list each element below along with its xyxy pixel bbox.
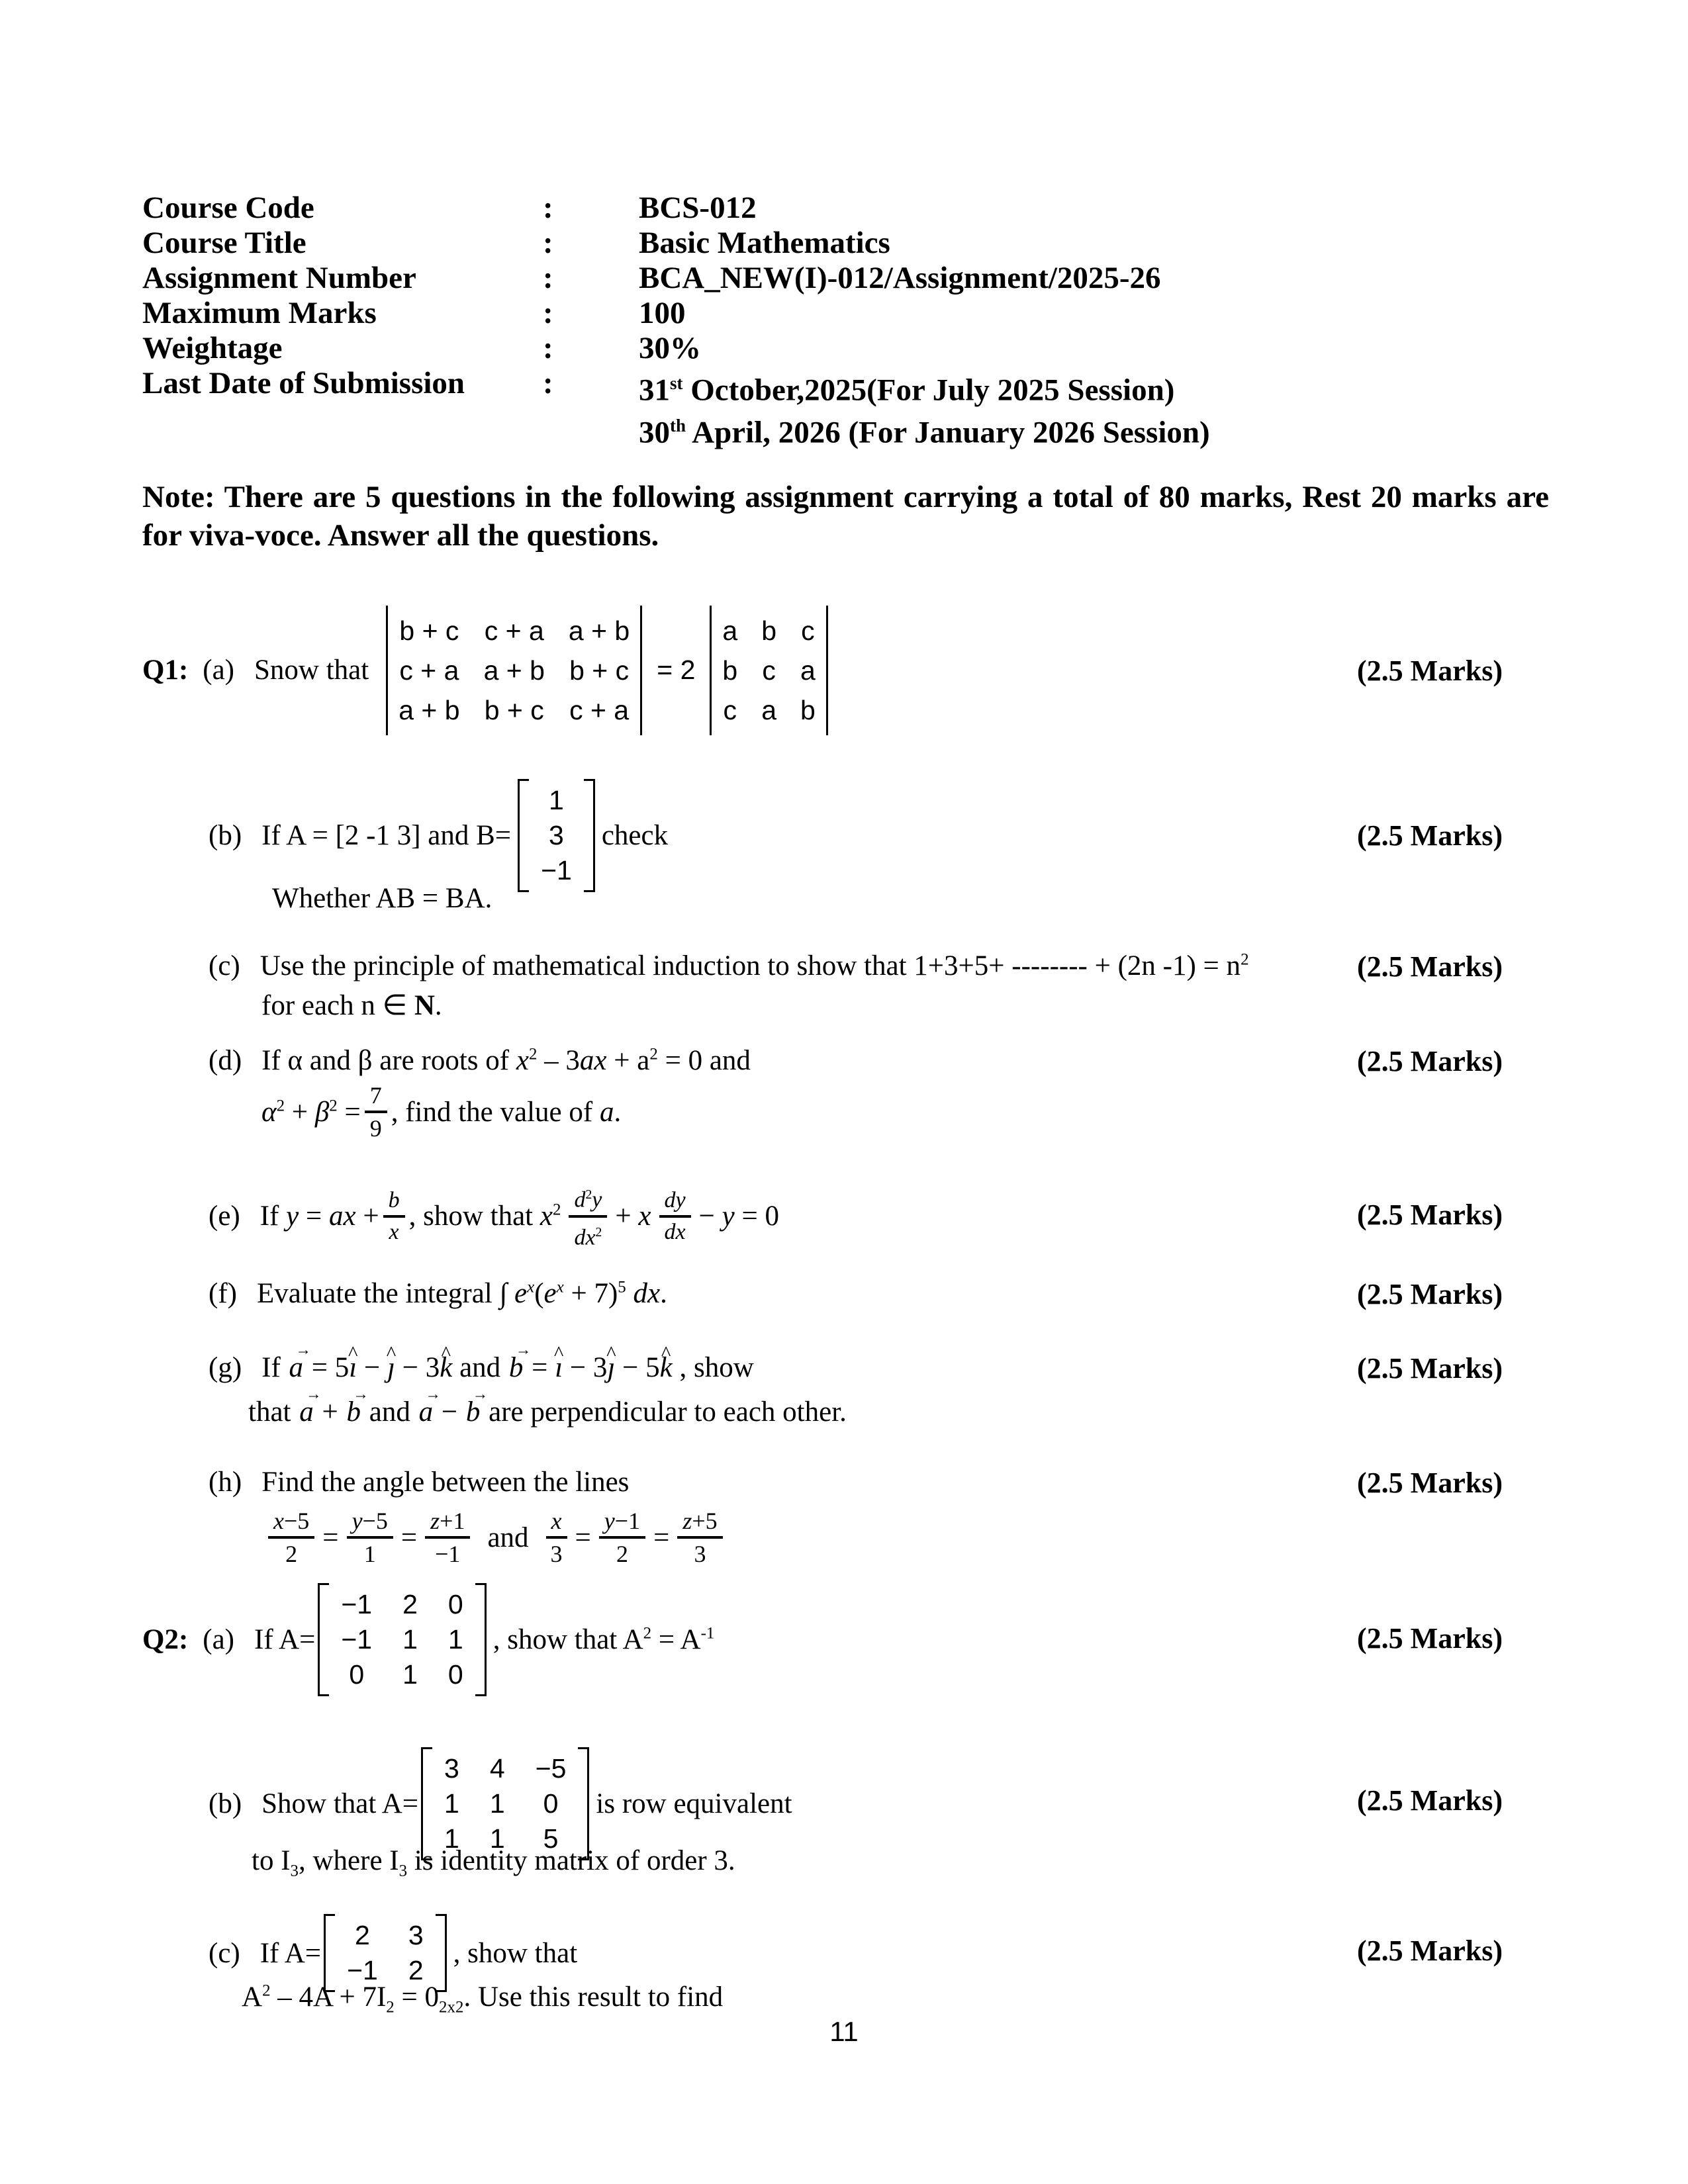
marks-q1h: (2.5 Marks) <box>1357 1467 1503 1499</box>
colon-separator: : <box>543 191 553 225</box>
part-b-label: (b) <box>209 820 242 851</box>
header-block <box>142 191 1210 450</box>
equals-sign: = <box>322 1522 339 1553</box>
question-q2a <box>142 1585 1503 1694</box>
fraction-7-9 <box>365 1082 387 1142</box>
question-q1a <box>142 599 1503 741</box>
det-cell: a + b <box>568 615 630 646</box>
weightage-label: Weightage <box>142 331 283 365</box>
q1c-line1: Use the principle of mathematical induction to show that 1+3+5+ -------- + (2n $-1) = n^2$ <box>259 950 1249 981</box>
part-h-label: (h) <box>209 1467 242 1498</box>
q1e-text-2: , show that $x^2$ <box>408 1201 561 1232</box>
det-cell: c + a <box>484 615 544 646</box>
marks-q1e: (2.5 Marks) <box>1357 1199 1503 1231</box>
fraction-denominator: dx <box>664 1219 686 1244</box>
fraction-numerator: $d^2y$ <box>569 1182 607 1217</box>
q1d-line2-post: , find the value of a. <box>391 1096 622 1128</box>
course-code-label: Course Code <box>142 191 314 225</box>
determinant-lhs <box>386 606 642 735</box>
q1b-line2: Whether AB = BA. <box>272 883 492 914</box>
q1b-pre-text: If A = [2 -1 3] and B= <box>261 820 512 851</box>
q1h-line2 <box>260 1508 1503 1567</box>
det-cell: c <box>801 615 815 646</box>
fraction-d2y-dx2 <box>569 1182 607 1250</box>
q2a-post-text: , show that $A^2 = A^{-1}$ <box>492 1624 715 1655</box>
matrix-cell: 1 <box>489 1823 505 1854</box>
fraction-denominator: 2 <box>616 1541 628 1567</box>
marks-q1f: (2.5 Marks) <box>1357 1278 1503 1310</box>
course-title-value: Basic Mathematics <box>639 226 890 260</box>
equals-sign: = <box>575 1522 591 1553</box>
marks-q1d: (2.5 Marks) <box>1357 1045 1503 1077</box>
fraction-denominator: x <box>389 1219 399 1244</box>
colon-separator: : <box>543 366 553 400</box>
marks-q1g: (2.5 Marks) <box>1357 1352 1503 1385</box>
last-date-label: Last Date of Submission <box>142 366 465 400</box>
det-cell: b <box>761 615 777 646</box>
matrix-a-3x3 <box>318 1583 486 1696</box>
det-cell: c <box>723 694 737 725</box>
matrix-cell: 0 <box>543 1788 559 1819</box>
question-q1e <box>209 1178 1503 1254</box>
last-date-july-session: 31st October,2025(For July 2025 Session) <box>639 373 1175 408</box>
det-cell: b + c <box>569 655 630 686</box>
marks-q1b: (2.5 Marks) <box>1357 819 1503 852</box>
maximum-marks-label: Maximum Marks <box>142 296 377 330</box>
matrix-cell: 2 <box>408 1955 424 1985</box>
fraction-y1-2 <box>599 1508 645 1567</box>
last-date-value <box>639 366 1210 450</box>
header-row-course-title <box>142 226 1210 261</box>
equals-sign: = <box>400 1522 418 1553</box>
q2c-pre-text: If A= <box>259 1937 322 1969</box>
q1e-text-4: − y = 0 <box>698 1201 779 1232</box>
matrix-cell: 0 <box>349 1659 365 1690</box>
det-cell: b <box>800 694 816 725</box>
assignment-number-label: Assignment Number <box>142 261 416 295</box>
q1e-text-1: If y = ax + <box>259 1201 379 1232</box>
fraction-z5-3 <box>677 1508 722 1567</box>
marks-q1a: (2.5 Marks) <box>1357 655 1503 687</box>
marks-q2b: (2.5 Marks) <box>1357 1784 1503 1817</box>
equals-two: = 2 <box>657 655 696 685</box>
matrix-b <box>518 779 595 892</box>
equals-sign: = <box>653 1522 670 1553</box>
fraction-denominator: 1 <box>363 1541 376 1567</box>
fraction-numerator: y−1 <box>599 1508 645 1539</box>
question-q1h <box>209 1466 1503 1567</box>
q2b-pre-text: Show that A= <box>261 1788 419 1819</box>
fraction-x5-2 <box>268 1508 314 1567</box>
header-row-last-date <box>142 366 1210 450</box>
fraction-z1-m1 <box>425 1508 470 1567</box>
q2a-pre-text: If A= <box>254 1624 316 1655</box>
q2-number: Q2: <box>142 1624 189 1655</box>
q1d-line2 <box>261 1082 1503 1142</box>
det-cell: b + c <box>484 694 544 725</box>
header-row-assignment-number <box>142 261 1210 296</box>
fraction-dy-dx <box>659 1188 691 1245</box>
course-code-value: BCS-012 <box>639 191 757 225</box>
matrix-cell: −1 <box>341 1624 373 1655</box>
matrix-a-row-equiv <box>421 1747 589 1860</box>
matrix-cell: 3 <box>408 1920 424 1950</box>
fraction-numerator: z+1 <box>425 1508 470 1539</box>
det-cell: c + a <box>399 655 459 686</box>
matrix-cell: 1 <box>447 1624 463 1655</box>
matrix-cell: 2 <box>355 1920 370 1950</box>
header-row-weightage <box>142 331 1210 366</box>
question-q2c <box>209 1916 1503 2017</box>
matrix-cell: 0 <box>447 1589 463 1619</box>
header-row-course-code <box>142 191 1210 226</box>
part-f-label: (f) <box>209 1278 237 1309</box>
question-q1f <box>209 1277 1503 1310</box>
question-q1b <box>209 784 1503 914</box>
fraction-denominator: 9 <box>369 1115 382 1142</box>
q1h-line1: Find the angle between the lines <box>261 1467 630 1498</box>
fraction-denominator: 2 <box>285 1541 298 1567</box>
part-a-label: (a) <box>203 655 235 686</box>
fraction-denominator: −1 <box>435 1541 461 1567</box>
matrix-cell: 2 <box>402 1589 418 1619</box>
fraction-numerator: dy <box>659 1188 691 1218</box>
matrix-cell: −1 <box>347 1955 378 1985</box>
matrix-cell: 1 <box>444 1788 459 1819</box>
fraction-denominator: 3 <box>550 1541 563 1567</box>
matrix-cell: 1 <box>402 1624 418 1655</box>
matrix-cell: 3 <box>549 820 564 850</box>
colon-separator: : <box>543 296 553 330</box>
q1d-line2-pre: $\alpha^2 + \beta^2$ = <box>261 1096 361 1128</box>
matrix-cell: −1 <box>341 1589 373 1619</box>
det-cell: a + b <box>399 694 460 725</box>
question-q2b <box>209 1751 1503 1880</box>
part-g-label: (g) <box>209 1352 242 1383</box>
colon-separator: : <box>543 331 553 365</box>
q1f-line1: Evaluate the integral ∫ $e^x(e^x + 7)^5$ dx. <box>256 1278 667 1309</box>
q1c-line2: for each n ∈ N. <box>261 990 442 1021</box>
det-cell: a <box>761 694 777 725</box>
colon-separator: : <box>543 226 553 260</box>
matrix-cell: 0 <box>447 1659 463 1690</box>
colon-separator: : <box>543 261 553 295</box>
q1-number: Q1: <box>142 655 189 686</box>
q1e-text-3: + x <box>615 1201 651 1232</box>
fraction-numerator: x <box>546 1508 567 1539</box>
matrix-cell: 1 <box>444 1823 459 1854</box>
fraction-numerator: y−5 <box>347 1508 393 1539</box>
det-cell: b <box>722 655 738 686</box>
det-cell: b + c <box>399 615 459 646</box>
question-q1c <box>209 950 1503 1022</box>
question-q1g <box>209 1351 1503 1428</box>
fraction-numerator: z+5 <box>677 1508 722 1539</box>
marks-q2c: (2.5 Marks) <box>1357 1934 1503 1967</box>
fraction-numerator: 7 <box>365 1082 387 1113</box>
q1b-post-text: check <box>601 820 669 851</box>
fraction-y5-1 <box>347 1508 393 1567</box>
q1a-lead-text: Snow that <box>254 655 369 686</box>
fraction-x-3 <box>546 1508 567 1567</box>
matrix-cell: −5 <box>535 1752 567 1784</box>
part-c-label: (c) <box>209 1937 240 1969</box>
matrix-cell: −1 <box>541 855 572 886</box>
q1g-line1: If a → = 5ı ^ − ȷ ^ − 3k ^ and b → = ı ^ − 3ȷ ^ − 5k ^ , show <box>261 1351 754 1384</box>
matrix-cell: 4 <box>489 1752 505 1784</box>
q2c-post-text: , show that <box>453 1937 578 1969</box>
matrix-cell: 1 <box>489 1788 505 1819</box>
and-text: and <box>487 1522 529 1553</box>
part-c-label: (c) <box>209 950 240 981</box>
det-cell: a <box>800 655 816 686</box>
part-b-label: (b) <box>209 1788 242 1819</box>
fraction-numerator: b <box>383 1188 405 1218</box>
marks-q1c: (2.5 Marks) <box>1357 950 1503 983</box>
part-d-label: (d) <box>209 1045 242 1076</box>
matrix-cell: 3 <box>444 1752 459 1784</box>
determinant-rhs <box>710 606 827 735</box>
course-title-label: Course Title <box>142 226 306 260</box>
q1g-line2: that a → + b → and a → − b → are perpendicular to each other. <box>248 1396 1503 1428</box>
det-cell: c + a <box>569 694 630 725</box>
q2b-line2: to $I_3$, where $I_3$ is identity matrix of order 3. <box>252 1845 735 1880</box>
matrix-cell: 1 <box>402 1659 418 1690</box>
marks-q2a: (2.5 Marks) <box>1357 1622 1503 1655</box>
note-paragraph: Note: There are 5 questions in the following assignment carrying a total of 80 marks, Rest 20 marks are for viva-voce. Answer all the questions. <box>142 480 1549 553</box>
question-q1d <box>209 1044 1503 1142</box>
q2c-line2: $A^2 - 4A + 7I_2 = 0_{2x2}$. Use this result to find <box>242 1981 724 2017</box>
page-number: 11 <box>829 2016 859 2047</box>
maximum-marks-value: 100 <box>639 296 686 330</box>
q1d-line1: If α and β are roots of $x^2 - 3ax + a^2 = 0$ and <box>261 1045 751 1076</box>
det-cell: a <box>722 615 738 646</box>
assignment-number-value: BCA_NEW(I)-012/Assignment/2025-26 <box>639 261 1161 295</box>
matrix-cell: 1 <box>549 785 564 815</box>
det-cell: c <box>762 655 776 686</box>
weightage-value: 30% <box>639 331 701 365</box>
q2b-post-text: is row equivalent <box>596 1788 792 1819</box>
fraction-numerator: x−5 <box>268 1508 314 1539</box>
fraction-b-x <box>383 1188 405 1245</box>
header-row-maximum-marks <box>142 296 1210 331</box>
part-e-label: (e) <box>209 1201 240 1232</box>
fraction-denominator: 3 <box>694 1541 706 1567</box>
det-cell: a + b <box>483 655 545 686</box>
fraction-denominator: $dx^2$ <box>574 1224 602 1250</box>
part-a-label: (a) <box>203 1624 235 1655</box>
last-date-january-session: 30th April, 2026 (For January 2026 Session) <box>639 415 1210 450</box>
matrix-cell: 5 <box>543 1823 559 1854</box>
